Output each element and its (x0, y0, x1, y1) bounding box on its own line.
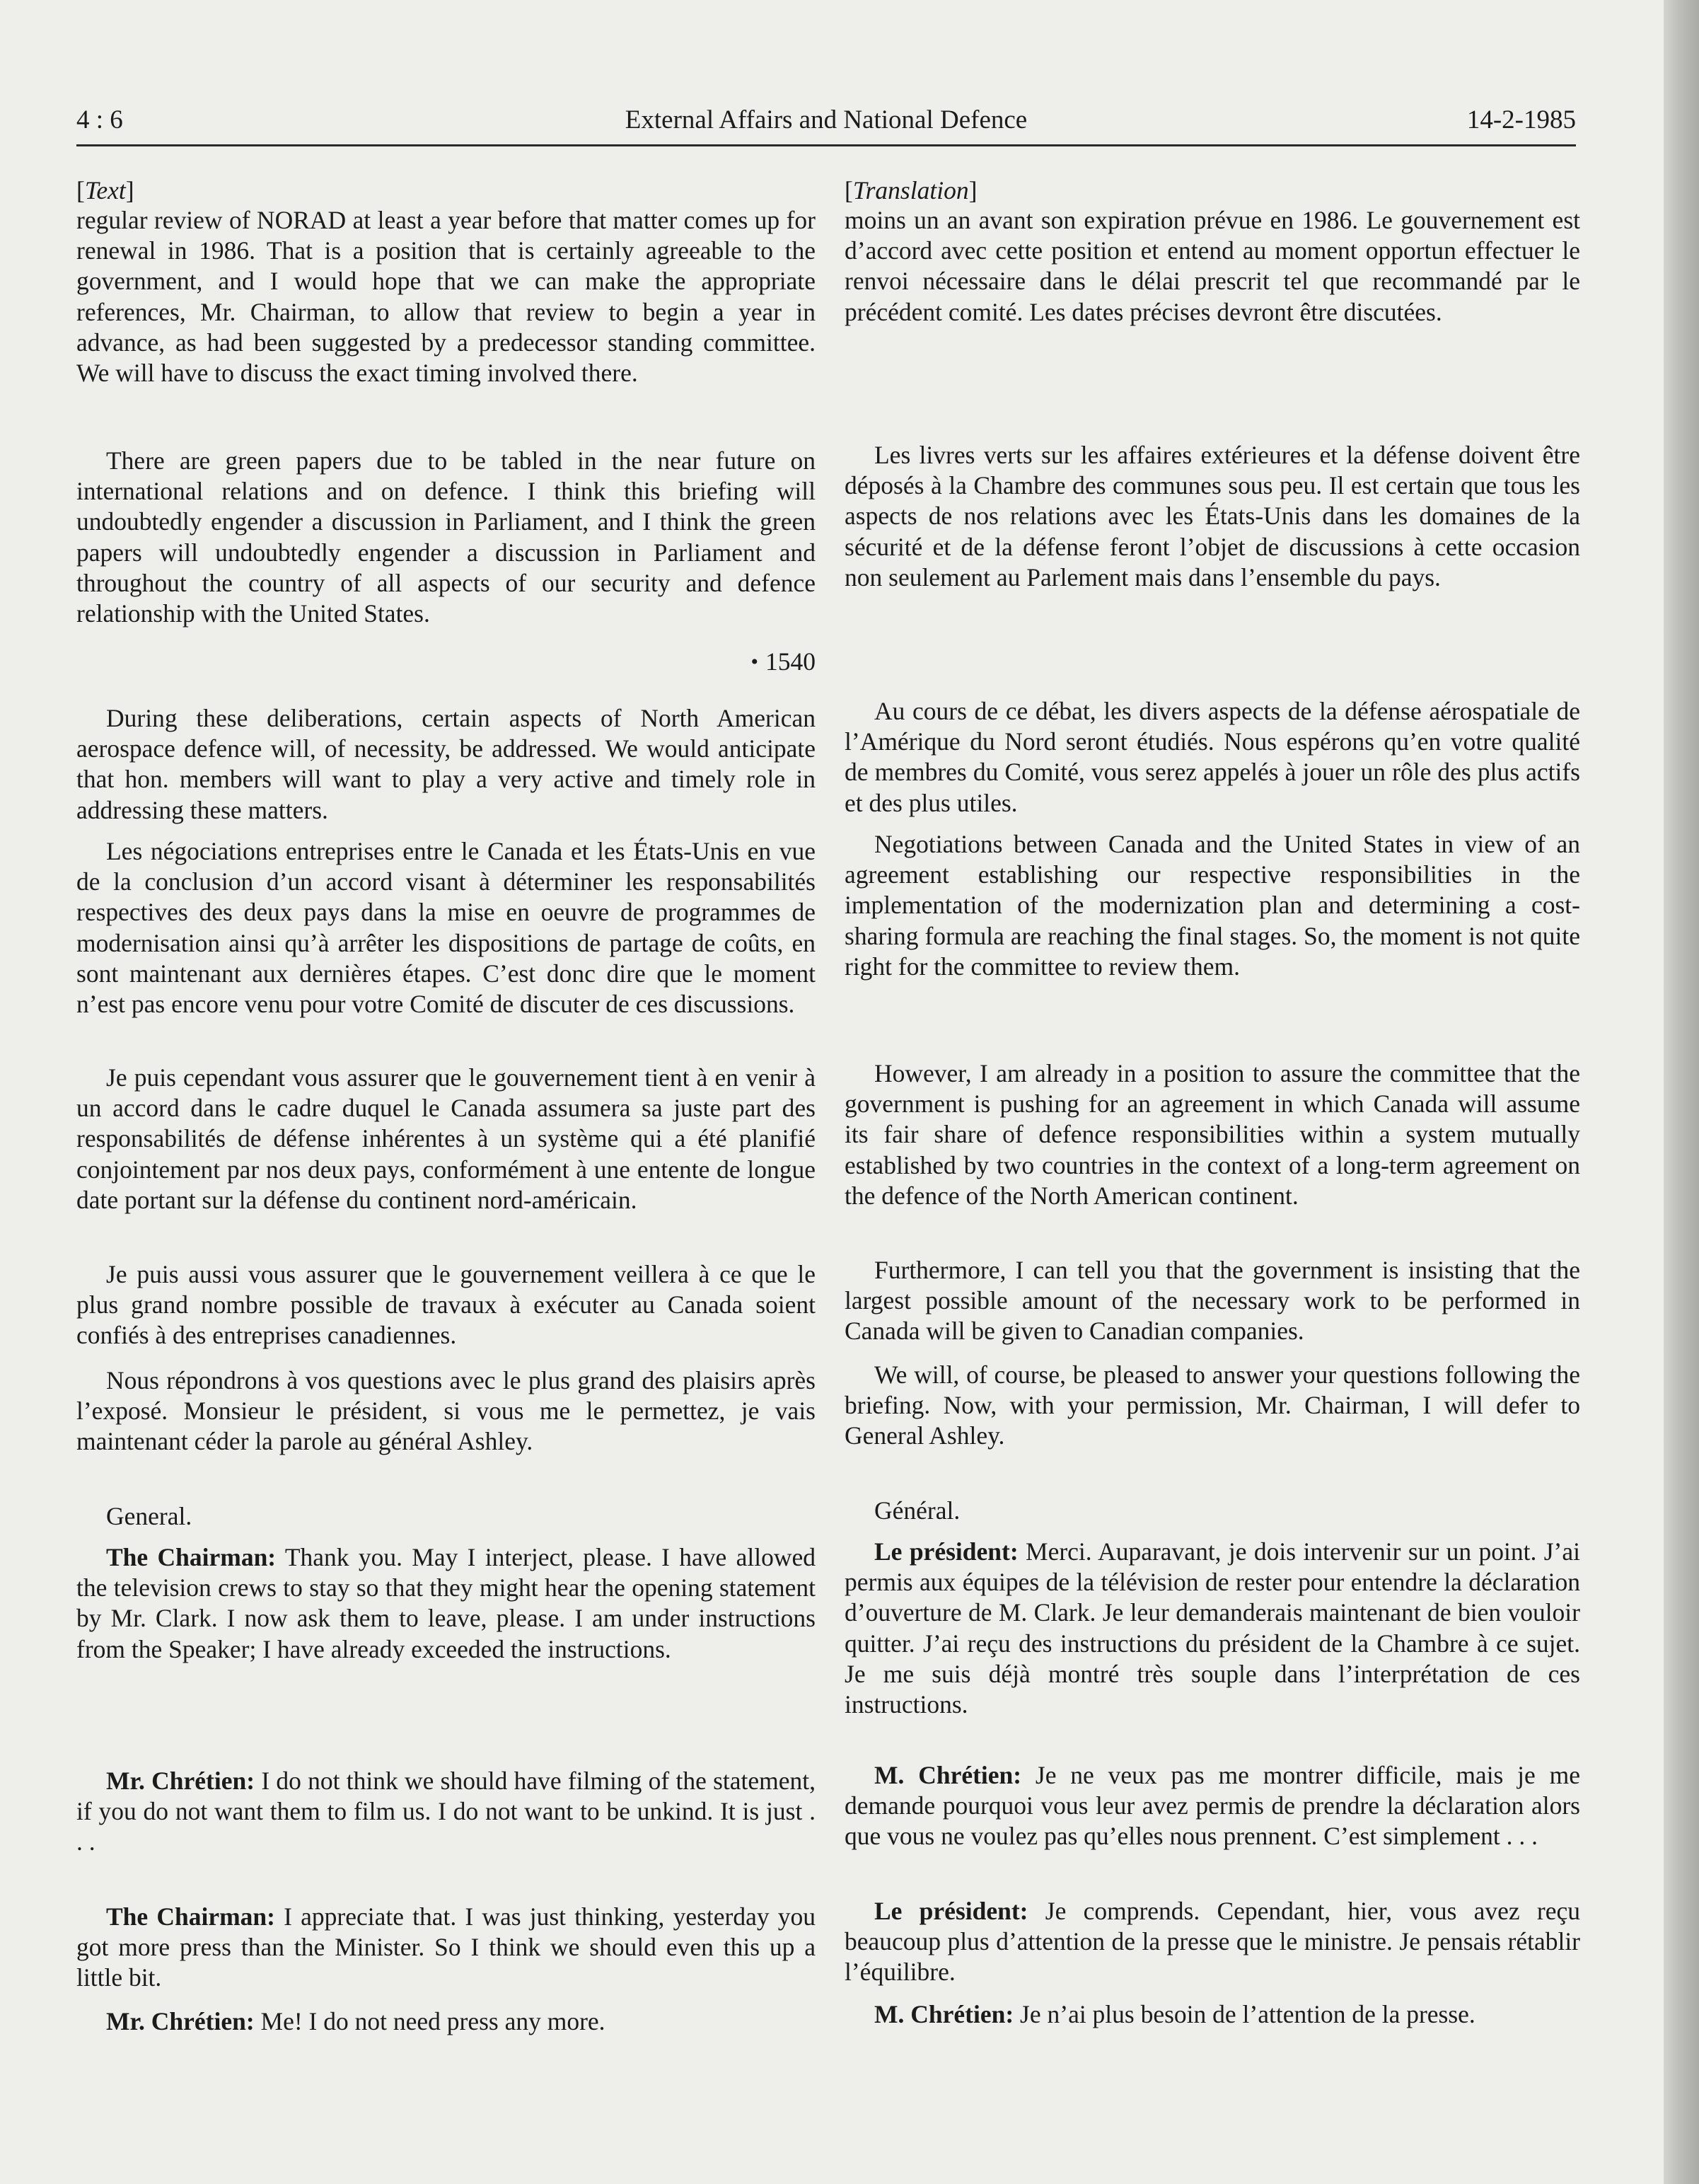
speech: Le président: Merci. Auparavant, je dois intervenir sur un point. J’ai permis aux équipes de la télévision de rester pour entendre la déclaration d’ouverture de M. Clark. Je leur demanderais maintenant de bien vouloir quitter. J’ai reçu des instructions du président de la Chambre à ce sujet. Je me suis déjà montré très souple dans l’interprétation de ces instructions. (845, 1537, 1581, 1719)
paragraph: Je puis aussi vous assurer que le gouvernement veillera à ce que le plus grand nombre possible de travaux à exécuter au Canada soient confiés à des entreprises canadiennes. (76, 1260, 816, 1350)
paragraph: moins un an avant son expiration prévue en 1986. Le gouvernement est d’accord avec cette position et entend au moment opportun effectuer le renvoi nécessaire dans le délai prescrit tel que recommandé par le précédent comité. Les dates précises devront être discutées. (845, 206, 1580, 326)
translation-label: [Translation] (845, 176, 978, 204)
speech: M. Chrétien: Je n’ai plus besoin de l’attention de la presse. (874, 2000, 1475, 2028)
paragraph: General. (106, 1502, 192, 1530)
page-header (76, 105, 1576, 146)
bullet-icon: • (750, 650, 758, 674)
speaker-name: The Chairman: (106, 1543, 277, 1571)
paragraph: Nous répondrons à vos questions avec le plus grand des plaisirs après l’exposé. Monsieur le président, si vous me le permettez, je vais maintenant céder la parole au général Ashley. (76, 1366, 816, 1456)
paragraph: We will, of course, be pleased to answer your questions following the briefing. Now, with your permission, Mr. Chairman, I will defer to General Ashley. (845, 1360, 1580, 1450)
speech: Le président: Je comprends. Cependant, hier, vous avez reçu beaucoup plus d’attention de la presse que le ministre. Je pensais rétablir l’équilibre. (845, 1897, 1581, 1987)
paragraph: During these deliberations, certain aspects of North American aerospace defence will, of necessity, be addressed. We would anticipate that hon. members will want to play a very active and timely role in addressing these matters. (76, 704, 816, 824)
speaker-name: M. Chrétien: (874, 1761, 1022, 1789)
paragraph: Au cours de ce débat, les divers aspects de la défense aérospatiale de l’Amérique du Nord seront étudiés. Nous espérons qu’en votre qualité de membres du Comité, vous serez appelés à jouer un rôle des plus actifs et des plus utiles. (845, 697, 1580, 817)
paragraph: Negotiations between Canada and the United States in view of an agreement establishing our respective responsibilities in the implementation of the modernization plan and determining a cost-sharing formula are reaching the final stages. So, the moment is not quite right for the committee to review them. (845, 830, 1580, 981)
paragraph: Les négociations entreprises entre le Canada et les États-Unis en vue de la conclusion d’un accord visant à déterminer les responsabilités respectives des deux pays dans la mise en oeuvre de programmes de modernisation ainsi qu’à arrêter les dispositions de partage de coûts, en sont maintenant aux dernières étapes. C’est donc dire que le moment n’est pas encore venu pour votre Comité de discuter de ces discussions. (76, 837, 816, 1019)
page-number: 4 : 6 (76, 105, 123, 134)
timestamp: • 1540 (750, 647, 816, 676)
paragraph: Je puis cependant vous assurer que le gouvernement tient à en venir à un accord dans le cadre duquel le Canada assumera sa juste part des responsabilités de défense inhérentes à un système qui a été planifié conjointement par nos deux pays, conformément à une entente de longue date portant sur la défense du continent nord-américain. (76, 1063, 816, 1214)
speech: Mr. Chrétien: I do not think we should have filming of the statement, if you do not want them to film us. I do not want to be unkind. It is just . . . (76, 1767, 816, 1856)
paragraph: regular review of NORAD at least a year before that matter comes up for renewal in 1986. That is a position that is certainly agreeable to the government, and I would hope that we can make the appropriate references, Mr. Chairman, to allow that review to begin a year in advance, as had been suggested by a predecessor standing committee. We will have to discuss the exact timing involved there. (76, 206, 816, 388)
paragraph: Furthermore, I can tell you that the government is insisting that the largest possible amount of the necessary work to be performed in Canada will be given to Canadian companies. (845, 1256, 1580, 1346)
speaker-name: Le président: (874, 1537, 1019, 1566)
paragraph: There are green papers due to be tabled in the near future on international relations and on defence. I think this briefing will undoubtedly engender a discussion in Parliament, and I think the green papers will undoubtedly engender a discussion in Parliament and throughout the country of all aspects of our security and defence relationship with the United States. (76, 446, 816, 628)
text-label: [Text] (76, 176, 134, 204)
speaker-name: M. Chrétien: (874, 2000, 1014, 2028)
paragraph: Les livres verts sur les affaires extérieures et la défense doivent être déposés à la Chambre des communes sous peu. Il est certain que tous les aspects de nos relations avec les États-Unis dans les domaines de la sécurité et de la défense feront l’objet de discussions à cette occasion non seulement au Parlement mais dans l’ensemble du pays. (845, 441, 1580, 591)
speaker-name: The Chairman: (106, 1902, 275, 1931)
header-date: 14-2-1985 (1466, 105, 1576, 134)
speaker-name: Le président: (874, 1897, 1028, 1925)
speech: M. Chrétien: Je ne veux pas me montrer difficile, mais je me demande pourquoi vous leur avez permis de prendre la déclaration alors que vous ne voulez pas qu’elles nous prennent. C’est simplement . . . (845, 1761, 1580, 1851)
running-title: External Affairs and National Defence (625, 105, 1028, 134)
speech: The Chairman: Thank you. May I interject, please. I have allowed the television crews to stay so that they might hear the opening statement by Mr. Clark. I now ask them to leave, please. I am under instructions from the Speaker; I have already exceeded the instructions. (76, 1543, 816, 1663)
speech: Mr. Chrétien: Me! I do not need press any more. (106, 2007, 605, 2035)
speaker-name: Mr. Chrétien: (106, 1767, 255, 1795)
paragraph: However, I am already in a position to assure the committee that the government is pushing for an agreement in which Canada will assume its fair share of defence responsibilities within a system mutually established by two countries in the context of a long-term agreement on the defence of the North American continent. (845, 1059, 1580, 1210)
scan-edge (1664, 0, 1699, 2184)
speech: The Chairman: I appreciate that. I was just thinking, yesterday you got more press than the Minister. So I think we should even this up a little bit. (76, 1902, 816, 1992)
paragraph: Général. (874, 1496, 961, 1525)
speaker-name: Mr. Chrétien: (106, 2007, 255, 2035)
